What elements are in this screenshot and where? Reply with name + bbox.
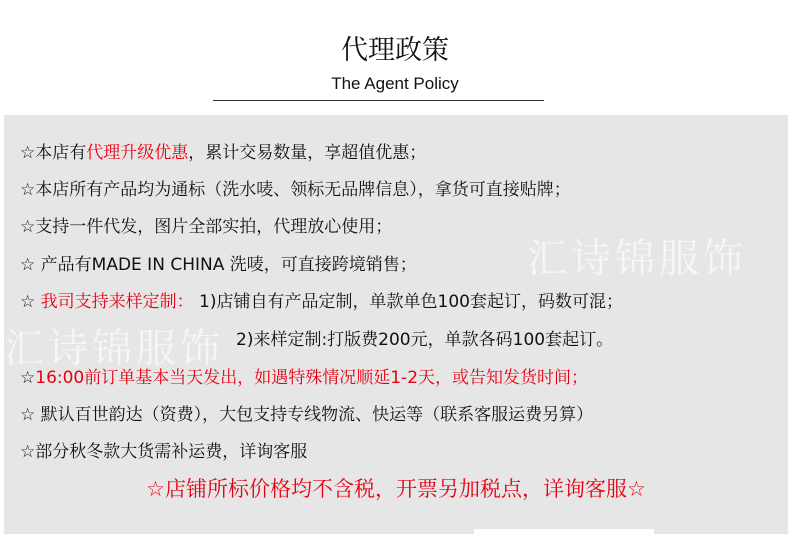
star-icon: ☆	[20, 442, 36, 462]
page-subtitle: The Agent Policy	[331, 74, 459, 93]
policy-text: ，累计交易数量，享超值优惠；	[188, 143, 427, 163]
divider	[474, 529, 654, 534]
policy-panel	[4, 115, 788, 534]
policy-item-freight	[20, 440, 307, 464]
policy-item-dropship	[20, 215, 392, 239]
policy-highlight: 我司支持来样定制：	[35, 292, 194, 312]
policy-text: 本店所有产品均为通标（洗水唛、领标无品牌信息），拿货可直接贴牌；	[35, 180, 571, 200]
star-icon: ☆	[20, 143, 36, 163]
policy-header	[0, 0, 790, 112]
policy-text: 部分秋冬款大货需补运费，详询客服	[35, 442, 308, 462]
page-title: 代理政策	[341, 35, 449, 66]
policy-item-custom	[20, 290, 623, 314]
watermark-text: 汇诗锦服饰	[527, 236, 747, 282]
star-icon: ☆	[20, 217, 36, 237]
policy-highlight: 16:00前订单基本当天发出，如遇特殊情况顺延1-2天，或告知发货时间；	[35, 368, 589, 388]
tax-notice: ☆店铺所标价格均不含税，开票另加税点，详询客服☆	[146, 477, 646, 501]
policy-item-courier	[20, 403, 593, 427]
policy-text: 1)店铺自有产品定制，单款单色100套起订，码数可混；	[193, 292, 623, 312]
star-icon: ☆	[20, 368, 36, 388]
policy-item-made-in-china	[20, 253, 417, 277]
policy-highlight: 代理升级优惠	[86, 143, 189, 163]
policy-text: 2)来样定制:打版费200元，单款各码100套起订。	[236, 330, 614, 350]
policy-item-agent-discount	[20, 141, 426, 165]
title-underline	[213, 100, 544, 101]
policy-text: 默认百世韵达（资费），大包支持专线物流、快运等（联系客服运费另算）	[35, 405, 594, 425]
policy-item-shipping-time	[20, 366, 588, 390]
star-icon: ☆	[20, 405, 36, 425]
star-icon: ☆	[20, 255, 36, 275]
policy-text: 支持一件代发，图片全部实拍，代理放心使用；	[35, 217, 393, 237]
policy-item-custom-sample	[236, 328, 613, 352]
policy-text: 本店有	[35, 143, 87, 163]
star-icon: ☆	[20, 180, 36, 200]
policy-item-labels	[20, 178, 571, 202]
watermark-text: 汇诗锦服饰	[4, 326, 224, 372]
star-icon: ☆	[20, 292, 36, 312]
policy-text: 产品有MADE IN CHINA 洗唛，可直接跨境销售；	[35, 255, 417, 275]
